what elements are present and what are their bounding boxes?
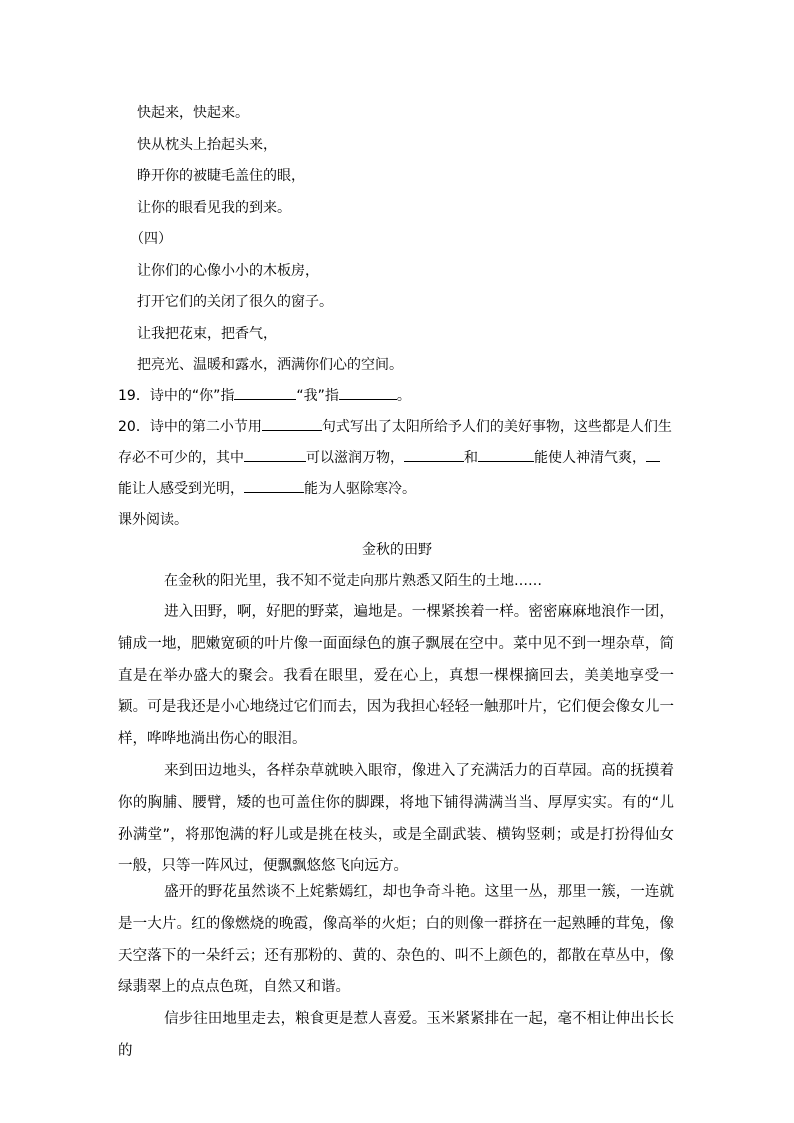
question-text: 可以滋润万物， bbox=[306, 450, 404, 466]
paragraph-text: 盛开的野花虽然谈不上姹紫嫣红，却也争奇斗艳。这里一丛，那里一簇，一连就是一大片。红的像燃烧的晚霞，像高举的火炬；白的则像一群挤在一起熟睡的茸兔，像天空落下的一朵纤云；还有那粉的、黄的、杂色的、叫不上颜色的，都散在草丛中，像绿翡翠上的点点色斑，自然又和谐。 bbox=[118, 884, 674, 996]
question-text: 20．诗中的第二小节用 bbox=[118, 419, 262, 435]
answer-blank[interactable] bbox=[262, 429, 322, 431]
answer-blank[interactable] bbox=[234, 398, 296, 400]
article-paragraph bbox=[118, 1004, 674, 1068]
article-paragraph bbox=[118, 597, 674, 756]
poem-line: 让我把花束，把香气， bbox=[137, 326, 277, 342]
article-title: 金秋的田野 bbox=[362, 542, 432, 558]
question-text: 存必不可少的，其中 bbox=[118, 450, 244, 466]
question-text: 和 bbox=[464, 450, 478, 466]
question-text: “我”指 bbox=[296, 388, 339, 404]
question-text: 19．诗中的“你”指 bbox=[118, 388, 235, 404]
paragraph-text: 来到田边地头，各样杂草就映入眼帘，像进入了充满活力的百草园。高的抚摸着你的胸脯、腰臂，矮的也可盖住你的脚踝，将地下铺得满满当当、厚厚实实。有的“儿孙满堂”，将那饱满的籽儿或是挑在枝头，或是全副武装、横钩竖刺；或是打扮得仙女一般，只等一阵风过，便飘飘悠悠飞向远方。 bbox=[118, 763, 674, 875]
answer-blank[interactable] bbox=[478, 460, 534, 462]
question-text: 能为人驱除寒冷。 bbox=[304, 481, 416, 497]
question-text: 句式写出了太阳所给予人们的美好事物，这些都是人们生 bbox=[321, 419, 672, 435]
poem-line: 让你的眼看见我的到来。 bbox=[137, 200, 291, 216]
poem-line: 把亮光、温暖和露水，洒满你们心的空间。 bbox=[137, 357, 403, 373]
answer-blank[interactable] bbox=[646, 460, 660, 462]
answer-blank[interactable] bbox=[339, 398, 397, 400]
question-20-line2 bbox=[118, 448, 660, 468]
article-paragraph bbox=[118, 756, 674, 883]
poem-line: 让你们的心像小小的木板房， bbox=[137, 263, 319, 279]
answer-blank[interactable] bbox=[244, 491, 304, 493]
article-paragraph bbox=[118, 877, 674, 1004]
question-text: 。 bbox=[396, 388, 411, 404]
answer-blank[interactable] bbox=[404, 460, 464, 462]
question-text: 能让人感受到光明， bbox=[118, 481, 244, 497]
answer-blank[interactable] bbox=[244, 460, 306, 462]
question-text: 能使人神清气爽， bbox=[534, 450, 646, 466]
poem-line: 睁开你的被睫毛盖住的眼， bbox=[137, 168, 305, 184]
section-label: 课外阅读。 bbox=[118, 512, 188, 528]
poem-line: 打开它们的关闭了很久的窗子。 bbox=[137, 294, 333, 310]
poem-line: 快从枕头上抬起头来， bbox=[137, 137, 277, 153]
article-intro: 在金秋的阳光里，我不知不觉走向那片熟悉又陌生的土地…… bbox=[164, 573, 542, 589]
paragraph-text: 信步往田地里走去，粮食更是惹人喜爱。玉米紧紧排在一起，毫不相让伸出长长的 bbox=[118, 1011, 674, 1059]
section-header: （四） bbox=[130, 231, 172, 247]
paragraph-text: 进入田野，啊，好肥的野菜，遍地是。一棵紧挨着一样。密密麻麻地浪作一团，铺成一地，肥嫩宽硕的叶片像一面面绿色的旗子飘展在空中。菜中见不到一埋杂草，简直是在举办盛大的聚会。我看在眼里，爱在心上，真想一棵棵摘回去，美美地享受一颖。可是我还是小心地绕过它们而去，因为我担心轻轻一触那叶片，它们便会像女儿一样，哗哗地淌出伤心的眼泪。 bbox=[118, 604, 674, 748]
question-19 bbox=[118, 386, 411, 406]
poem-line: 快起来，快起来。 bbox=[137, 105, 249, 121]
question-20-line1 bbox=[118, 417, 672, 437]
question-20-line3 bbox=[118, 479, 416, 499]
